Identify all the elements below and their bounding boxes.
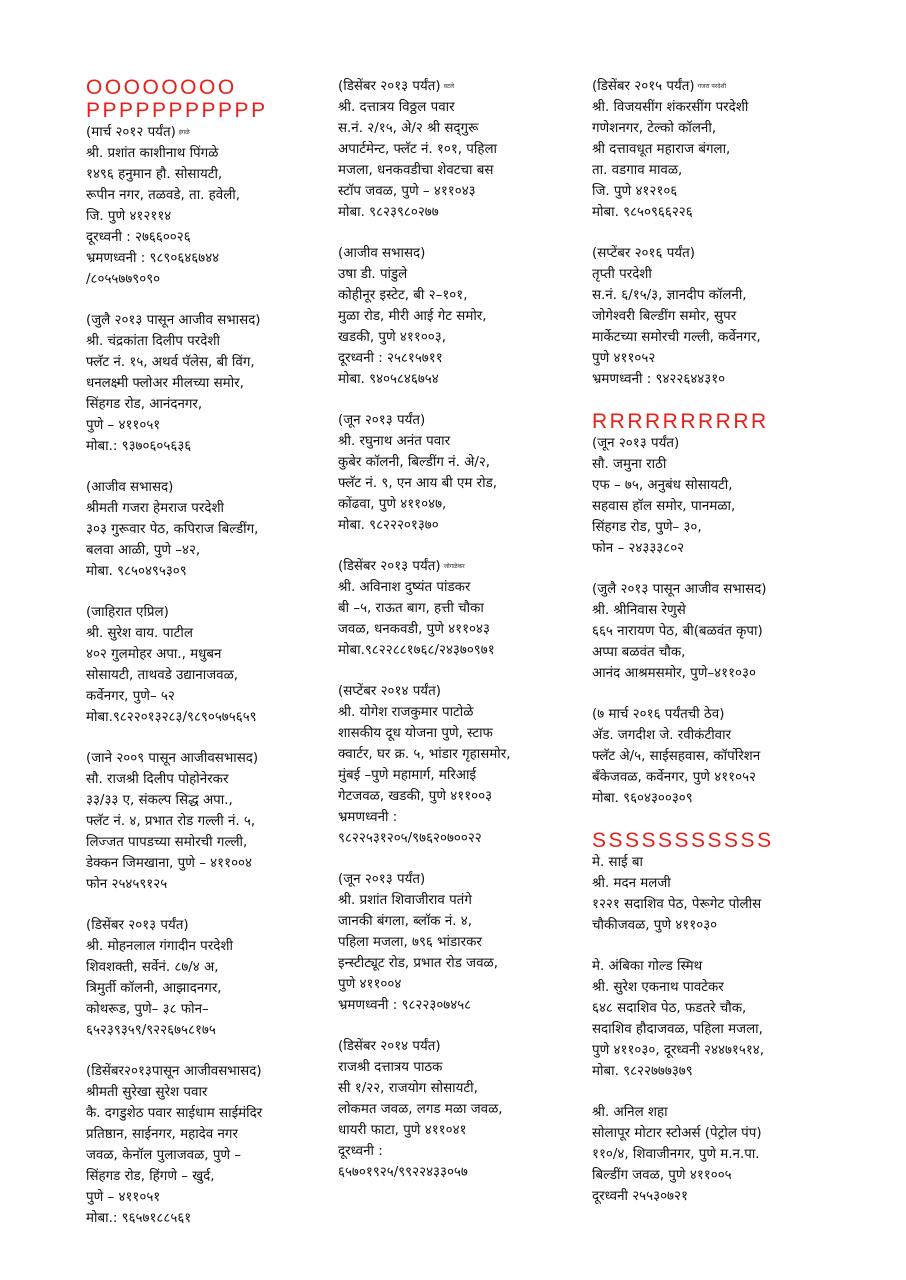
entry-address-line: मोबा. ९८५०९६६२२६ — [592, 205, 693, 220]
entry-address-line: प्रतिष्ठान, साईनगर, महादेव नगर — [86, 1127, 238, 1142]
entry-membership-period — [592, 433, 860, 454]
entry-address-line: पुणे ४११०३०, दूरध्वनी २४४७१५१४, — [592, 1043, 765, 1058]
entry-address-line: सोलापूर मोटार स्टोअर्स (पेट्रोल पंप) — [592, 1126, 762, 1141]
entry-address-line: दूरध्वनी : २५८१५७११ — [338, 351, 443, 366]
entry-address-line: मोबा. ९८२२२०१३७० — [338, 518, 439, 533]
directory-entry — [86, 477, 322, 582]
entry-membership-period — [592, 704, 860, 725]
entry-address-line: श्री. विजयसींग शंकरसींग परदेशी — [592, 100, 749, 115]
entry-address-line: कुबेर कॉलनी, बिल्डींग नं. अे/२, — [338, 455, 491, 470]
entry-address-line: फ्लॅट नं. ९, एन आय बी एम रोड, — [338, 476, 498, 491]
entry-address-line: श्रीमती सुरेखा सुरेश पवार — [86, 1085, 208, 1100]
directory-entry — [592, 704, 860, 809]
entry-membership-period — [338, 76, 584, 97]
entry-membership-period — [338, 556, 584, 577]
entry-address-line: श्री. मदन मलजी — [592, 876, 671, 891]
entry-address-line: कै. दगडुशेठ पवार साईधाम साईमंदिर — [86, 1106, 263, 1121]
entry-address-line: श्री. श्रीनिवास रेणुसे — [592, 603, 686, 618]
entry-membership-period — [86, 477, 322, 498]
entry-address-line: मोबा.: ९६५७१८८५६१ — [86, 1211, 192, 1226]
membership-period-text: (डिसेंबर२०१३पासून आजीवसभासद) — [86, 1064, 262, 1079]
entry-address-line: मोबा.९८२२८८१७६८/२४३७०९७१ — [338, 643, 495, 658]
entry-address-line: शिवशक्ती, सर्वेनं. ८७/४ अ, — [86, 960, 219, 975]
entry-address-line: एफ – ७५, अनुबंध सोसायटी, — [592, 478, 733, 493]
entry-membership-period — [86, 122, 322, 143]
entry-address-line: जि. पुणे ४१२१०६ — [592, 184, 678, 199]
entry-address-line: भ्रमणध्वनी : ९८९०६४६७४४ — [86, 251, 220, 266]
entry-address-line: दूरध्वनी : — [338, 1144, 383, 1159]
entry-address-line: मे. अंबिका गोल्ड स्मिथ — [592, 959, 703, 974]
entry-address-line: श्री दत्तावधूत महाराज बंगला, — [592, 142, 731, 157]
entry-address-line: श्री. रघुनाथ अनंत पवार — [338, 434, 451, 449]
entry-address-line: मुळा रोड, मीरी आई गेट समोर, — [338, 309, 487, 324]
entry-address-line: श्री. चंद्रकांता दिलीप परदेशी — [86, 334, 220, 349]
entry-address-line: सिंहगड रोड, हिंगणे – खुर्द, — [86, 1169, 215, 1184]
entry-address-line: गेटजवळ, खडकी, पुणे ४११००३ — [338, 789, 493, 804]
entry-address-line: मोबा. ९८५०४९५३०९ — [86, 564, 187, 579]
membership-period-text: (जुलै २०१३ पासून आजीव सभासद) — [86, 313, 261, 328]
entry-address-line: सिंहगड रोड, आनंदनगर, — [86, 397, 203, 412]
entry-address-line: मोबा. ९४०५८४६७५४ — [338, 372, 439, 387]
entry-address-line: फ्लॅट नं. १५, अथर्व पॅलेस, बी विंग, — [86, 355, 255, 370]
entry-address-line: श्री. अनिल शहा — [592, 1105, 668, 1120]
entry-address-line: फोन २५४५९१२५ — [86, 877, 168, 892]
entry-address-line: अप्पा बळवंत चौक, — [592, 645, 686, 660]
entry-address-line: राजश्री दत्तात्रय पाठक — [338, 1060, 443, 1075]
entry-address-line: मोबा. ९६०४३००३०९ — [592, 791, 693, 806]
entry-address-line: स्टॉप जवळ, पुणे – ४११०४३ — [338, 184, 476, 199]
directory-entry — [592, 76, 860, 223]
directory-entry — [592, 956, 860, 1082]
membership-period-text: (जून २०१३ पर्यंत) — [338, 413, 426, 428]
entry-address-line: धायरी फाटा, पुणे ४११०४१ — [338, 1123, 467, 1138]
entry-membership-period — [592, 579, 860, 600]
entry-address-line: स.नं. २/१५, अे/२ श्री सद्‌गुरू — [338, 121, 479, 136]
entry-address-line: जि. पुणे ४१२११४ — [86, 209, 172, 224]
entry-address-line: ४०२ गुलमोहर अपा., मधुबन — [86, 647, 222, 662]
entry-address-line: श्रीमती गजरा हेमराज परदेशी — [86, 501, 225, 516]
entry-address-line: सौ. जमुना राठी — [592, 457, 667, 472]
entry-address-line: श्री. प्रशांत शिवाजीराव पतंगे — [338, 893, 472, 908]
directory-entry — [86, 748, 322, 895]
entry-address-line: कोथरूड, पुणे– ३८ फोन– — [86, 1002, 209, 1017]
entry-address-line: सदाशिव हौदाजवळ, पहिला मजला, — [592, 1022, 763, 1037]
entry-address-line: १४९६ हनुमान हौ. सोसायटी, — [86, 167, 223, 182]
letter-section-heading: SSSSSSSSSSS — [592, 829, 774, 852]
sponsor-note: जोगळेकर — [443, 563, 465, 570]
entry-address-line: शासकीय दूध योजना पुणे, स्टाफ — [338, 726, 493, 741]
entry-address-line: ६४८ सदाशिव पेठ, फडतरे चौक, — [592, 1001, 747, 1016]
membership-period-text: (डिसेंबर २०१३ पर्यंत) — [86, 918, 189, 933]
entry-address-line: मोबा. ९८२३९८०२७७ — [338, 205, 439, 220]
directory-entry — [338, 556, 584, 661]
entry-address-line: जानकी बंगला, ब्लॉक नं. ४, — [338, 914, 472, 929]
column-left — [86, 76, 322, 1249]
directory-entry — [338, 410, 584, 536]
entry-address-line: बलवा आळी, पुणे –४२, — [86, 543, 201, 558]
membership-period-text: (डिसेंबर २०१५ पर्यंत) — [592, 79, 695, 94]
entry-address-line: इन्स्टीट्यूट रोड, प्रभात रोड जवळ, — [338, 956, 498, 971]
entry-address-line: ३३/३३ ए, संकल्प सिद्ध अपा., — [86, 793, 233, 808]
entry-address-line: भ्रमणध्वनी : — [338, 810, 398, 825]
entry-address-line: क्वार्टर, घर क्र. ५, भांडार गृहासमोर, — [338, 747, 511, 762]
entry-address-line: भ्रमणध्वनी : ९८२२३०७४५८ — [338, 998, 472, 1013]
entry-address-line: मे. साई बा — [592, 855, 643, 870]
entry-address-line: सिंहगड रोड, पुणे– ३०, — [592, 520, 702, 535]
entry-address-line: फ्लॅट नं. ४, प्रभात रोड गल्ली नं. ५, — [86, 814, 256, 829]
entry-address-line: उषा डी. पांडुले — [338, 267, 408, 282]
membership-period-text: (डिसेंबर २०१३ पर्यंत) — [338, 79, 441, 94]
entry-address-line: सोसायटी, ताथवडे उद्यानाजवळ, — [86, 668, 239, 683]
directory-entry — [338, 243, 584, 390]
directory-entry — [338, 1036, 584, 1183]
entry-address-line: मार्केटच्या समोरची गल्ली, कर्वेनगर, — [592, 330, 761, 345]
entry-address-line: कर्वेनगर, पुणे– ५२ — [86, 689, 175, 704]
entry-address-line: लोकमत जवळ, लगड मळा जवळ, — [338, 1102, 503, 1117]
directory-entry — [338, 869, 584, 1016]
entry-address-line: श्री. योगेश राजकुमार पाटोळे — [338, 705, 474, 720]
entry-address-line: तृप्ती परदेशी — [592, 267, 652, 282]
directory-entry — [338, 681, 584, 849]
entry-address-line: पुणे ४११०५२ — [592, 351, 656, 366]
directory-entry — [592, 852, 860, 936]
directory-entry — [592, 579, 860, 684]
entry-membership-period — [338, 243, 584, 264]
entry-address-line: बिल्डींग जवळ, पुणे ४११००५ — [592, 1168, 732, 1183]
entry-membership-period — [338, 681, 584, 702]
entry-address-line: मोबा.९८२२०१३२८३/९८९०५७५६५९ — [86, 710, 257, 725]
entry-address-line: खडकी, पुणे ४११००३, — [338, 330, 446, 345]
entry-address-line: बी –५, राऊत बाग, हत्ती चौका — [338, 601, 484, 616]
directory-entry — [338, 76, 584, 223]
entry-address-line: ६६५ नारायण पेठ, बी(बळवंत कृपा) — [592, 624, 763, 639]
entry-address-line: आनंद आश्रमसमोर, पुणे–४११०३० — [592, 666, 756, 681]
membership-period-text: (जाने २००९ पासून आजीवसभासद) — [86, 751, 259, 766]
entry-address-line: पहिला मजला, ७९६ भांडारकर — [338, 935, 482, 950]
entry-address-line: सौ. राजश्री दिलीप पोहोनेरकर — [86, 772, 229, 787]
membership-period-text: (जून २०१३ पर्यंत) — [592, 436, 680, 451]
sponsor-note: गजरा परदेशी — [697, 83, 727, 90]
directory-entry — [86, 1061, 322, 1229]
entry-membership-period — [338, 410, 584, 431]
directory-entry — [592, 433, 860, 559]
directory-entry — [86, 915, 322, 1041]
entry-address-line: श्री. मोहनलाल गंगादीन परदेशी — [86, 939, 233, 954]
entry-address-line: मजला, धनकवडीचा शेवटचा बस — [338, 163, 494, 178]
entry-address-line: रूपीन नगर, तळवडे, ता. हवेली, — [86, 188, 241, 203]
entry-membership-period — [592, 76, 860, 97]
entry-address-line: त्रिमुर्ती कॉलनी, आझादनगर, — [86, 981, 222, 996]
entry-address-line: श्री. अविनाश दुष्यंत पांडकर — [338, 580, 471, 595]
membership-period-text: (आजीव सभासद) — [86, 480, 174, 495]
letter-section-heading: OOOOOOOO — [86, 76, 237, 99]
membership-period-text: (सप्टेंबर २०१४ पर्यंत) — [338, 684, 441, 699]
entry-membership-period — [592, 243, 860, 264]
entry-address-line: ३०३ गुरूवार पेठ, कपिराज बिल्डींग, — [86, 522, 259, 537]
entry-address-line: स.नं. ६/१५/३, ज्ञानदीप कॉलनी, — [592, 288, 747, 303]
entry-address-line: दूरध्वनी २५५३०७२१ — [592, 1189, 688, 1204]
entry-address-line: अ‍ॅड. जगदीश जे. रवीकंटीवार — [592, 728, 732, 743]
entry-address-line: १२२१ सदाशिव पेठ, पेरूगेट पोलीस — [592, 897, 762, 912]
entry-address-line: श्री. दत्तात्रय विठ्ठल पवार — [338, 100, 455, 115]
entry-address-line: सी १/२२, राजयोग सोसायटी, — [338, 1081, 478, 1096]
membership-period-text: (डिसेंबर २०१४ पर्यंत) — [338, 1039, 441, 1054]
entry-address-line: सहवास हॉल समोर, पानमळा, — [592, 499, 736, 514]
entry-address-line: फ्लॅट अे/५, साईसहवास, कॉर्पोरेशन — [592, 749, 761, 764]
entry-address-line: गणेशनगर, टेल्को कॉलनी, — [592, 121, 717, 136]
entry-address-line: डेक्कन जिमखाना, पुणे – ४११००४ — [86, 856, 252, 871]
entry-address-line: /८०५५७७९०९० — [86, 272, 161, 287]
entry-address-line: पुणे – ४११०५१ — [86, 1190, 161, 1205]
directory-entry — [86, 310, 322, 457]
entry-membership-period — [86, 748, 322, 769]
entry-membership-period — [86, 1061, 322, 1082]
entry-address-line: मोबा.: ९३७०६०५६३६ — [86, 439, 192, 454]
entry-membership-period — [86, 602, 322, 623]
entry-address-line: ९८२२५३१२०५/९७६२०७००२२ — [338, 831, 482, 846]
sponsor-note: इंगळे — [178, 129, 190, 136]
entry-address-line: जोगेश्वरी बिल्डींग समोर, सुपर — [592, 309, 737, 324]
column-right — [592, 76, 860, 1227]
directory-entry — [86, 122, 322, 290]
entry-membership-period — [86, 310, 322, 331]
entry-address-line: भ्रमणध्वनी : ९४२२६४४३१० — [592, 372, 726, 387]
letter-section-heading: RRRRRRRRRR — [592, 410, 769, 433]
membership-period-text: (जुलै २०१३ पासून आजीव सभासद) — [592, 582, 767, 597]
entry-address-line: ११०/४, शिवाजीनगर, पुणे म.न.पा. — [592, 1147, 760, 1162]
entry-address-line: ६५२३९३५९/९२२६७५८१७५ — [86, 1023, 216, 1038]
membership-period-text: (जाहिरात एप्रिल) — [86, 605, 169, 620]
entry-address-line: श्री. प्रशांत काशीनाथ पिंगळे — [86, 146, 219, 161]
entry-address-line: दूरध्वनी : २७६६००२६ — [86, 230, 191, 245]
entry-address-line: धनलक्ष्मी फ्लोअर मीलच्या समोर, — [86, 376, 244, 391]
entry-address-line: मुंबई –पुणे महामार्ग, मरिआई — [338, 768, 477, 783]
membership-period-text: (७ मार्च २०१६ पर्यंतची ठेव) — [592, 707, 725, 722]
directory-entry — [592, 1102, 860, 1207]
entry-address-line: फोन – २४३३३८०२ — [592, 541, 685, 556]
membership-period-text: (मार्च २०१२ पर्यंत) — [86, 125, 176, 140]
entry-address-line: जवळ, केनॉल पुलाजवळ, पुणे – — [86, 1148, 242, 1163]
entry-address-line: श्री. सुरेश वाय. पाटील — [86, 626, 193, 641]
sponsor-note: वटले — [443, 83, 455, 90]
membership-period-text: (सप्टेंबर २०१६ पर्यंत) — [592, 246, 695, 261]
entry-membership-period — [338, 1036, 584, 1057]
directory-entry — [592, 243, 860, 390]
directory-entry — [86, 602, 322, 728]
entry-address-line: बँकेजवळ, कर्वेनगर, पुणे ४११०५२ — [592, 770, 757, 785]
entry-membership-period — [86, 915, 322, 936]
entry-address-line: जवळ, धनकवडी, पुणे ४११०४३ — [338, 622, 490, 637]
letter-section-heading: PPPPPPPPPPP — [86, 99, 268, 122]
entry-address-line: चौकीजवळ, पुणे ४११०३० — [592, 918, 718, 933]
membership-period-text: (आजीव सभासद) — [338, 246, 426, 261]
entry-address-line: मोबा. ९८२२७७७३७९ — [592, 1064, 693, 1079]
membership-period-text: (जून २०१३ पर्यंत) — [338, 872, 426, 887]
entry-address-line: अपार्टमेन्ट, फ्लॅट नं. १०१, पहिला — [338, 142, 498, 157]
column-middle — [338, 76, 584, 1203]
entry-address-line: श्री. सुरेश एकनाथ पावटेकर — [592, 980, 724, 995]
entry-address-line: कोहीनूर इस्टेट, बी २–१०१, — [338, 288, 468, 303]
entry-membership-period — [338, 869, 584, 890]
entry-address-line: ६५७०१९२५/९९२२४३३०५७ — [338, 1165, 468, 1180]
entry-address-line: ता. वडगाव मावळ, — [592, 163, 683, 178]
entry-address-line: पुणे ४११००४ — [338, 977, 402, 992]
entry-address-line: लिज्जत पापडच्या समोरची गल्ली, — [86, 835, 248, 850]
membership-period-text: (डिसेंबर २०१३ पर्यंत) — [338, 559, 441, 574]
entry-address-line: पुणे – ४११०५१ — [86, 418, 161, 433]
entry-address-line: कोंढवा, पुणे ४११०४७, — [338, 497, 447, 512]
